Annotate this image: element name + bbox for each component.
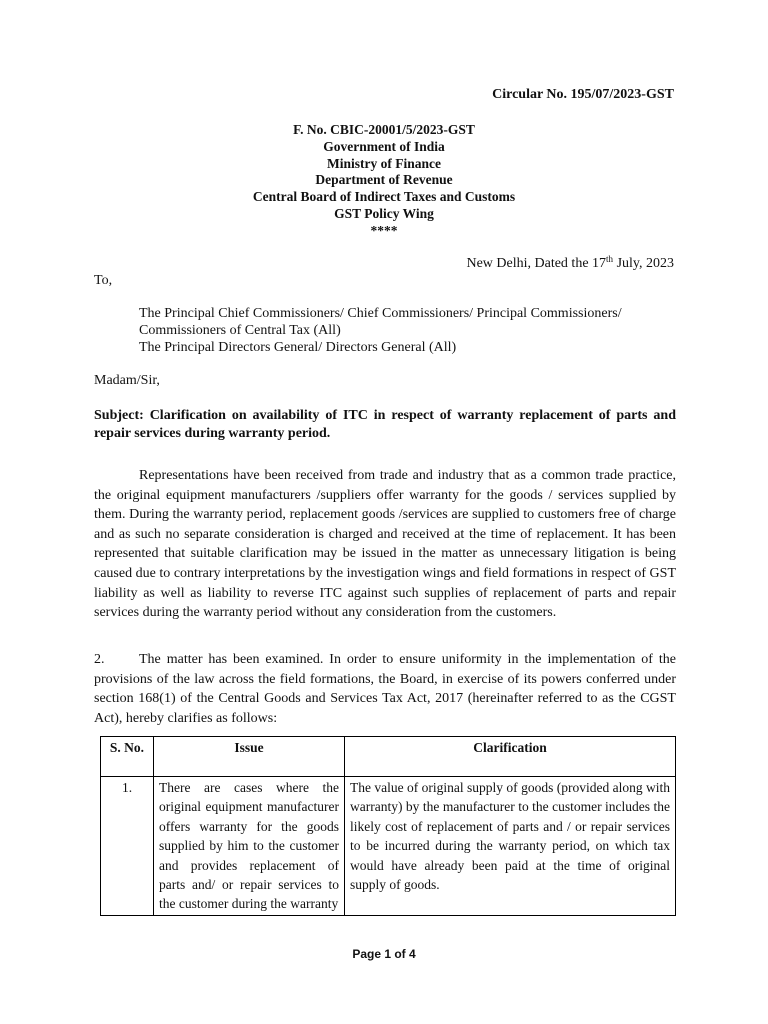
header-clarification: Clarification <box>345 737 676 777</box>
header-ministry: Ministry of Finance <box>327 155 441 171</box>
date-line <box>466 256 674 272</box>
recipient-line-2: The Principal Directors General/ Directors General (All) <box>139 340 457 355</box>
date-prefix: New Delhi, Dated the 17 <box>466 256 607 271</box>
cell-issue: There are cases where the original equipment manufacturer offers warranty for the goods supplied by him to the customer and provides replacement of parts and/ or repair services to the customer during the warranty <box>154 777 345 916</box>
paragraph-2-text: The matter has been examined. In order to ensure uniformity in the implementation of the provisions of the law across the field formations, the Board, in exercise of its powers conferred under section 168(1) of the Central Goods and Services Tax Act, 2017 (hereinafter referred to as the CGST Act), hereby clarifies as follows: <box>94 652 676 726</box>
clarification-table <box>100 736 676 916</box>
to-label: To, <box>94 273 113 288</box>
recipients-block <box>139 305 679 356</box>
cell-sno: 1. <box>101 777 154 916</box>
table-header-row <box>101 737 676 777</box>
circular-number: Circular No. 195/07/2023-GST <box>492 87 674 102</box>
paragraph-1: Representations have been received from trade and industry that as a common trade practice, the original equipment manufacturers /suppliers offer warranty for the goods / services supplied by them. During the warranty period, replacement goods /services are supplied to customers free of charge and as such no separate consideration is charged and received at the time of replacement. It has been represented that suitable clarification may be issued in the matter as unnecessary litigation is being caused due to contrary interpretations by the investigation wings and field formations in respect of GST liability as well as liability to reverse ITC against such supplies of replacement of parts and repair services during the warranty period without any consideration from the customers. <box>94 468 676 621</box>
header-department: Department of Revenue <box>315 172 453 188</box>
paragraph-2 <box>94 650 676 728</box>
recipient-line-1: The Principal Chief Commissioners/ Chief Commissioners/ Principal Commissioners/ Commissioners of Central Tax (All) <box>139 306 622 338</box>
subject-line: Subject: Clarification on availability of ITC in respect of warranty replacement of parts and repair services during warranty period. <box>94 408 676 441</box>
paragraph-2-number: 2. <box>94 652 105 667</box>
salutation: Madam/Sir, <box>94 373 160 388</box>
header-issue: Issue <box>154 737 345 777</box>
table-row <box>101 777 676 916</box>
file-number: F. No. CBIC-20001/5/2023-GST <box>293 122 475 137</box>
page-number: Page 1 of 4 <box>352 947 416 961</box>
letter-header <box>0 122 768 240</box>
header-stars: **** <box>370 222 398 238</box>
header-government: Government of India <box>323 138 445 154</box>
date-superscript: th <box>606 254 614 264</box>
date-suffix: July, 2023 <box>613 256 674 271</box>
cell-clarification: The value of original supply of goods (provided along with warranty) by the manufacturer to the customer includes the likely cost of replacement of parts and / or repair services to be incurred during the warranty period, on which tax would have already been paid at the time of original supply of goods. <box>345 777 676 916</box>
header-wing: GST Policy Wing <box>334 205 434 221</box>
header-board: Central Board of Indirect Taxes and Customs <box>252 189 516 205</box>
header-sno: S. No. <box>101 737 154 777</box>
